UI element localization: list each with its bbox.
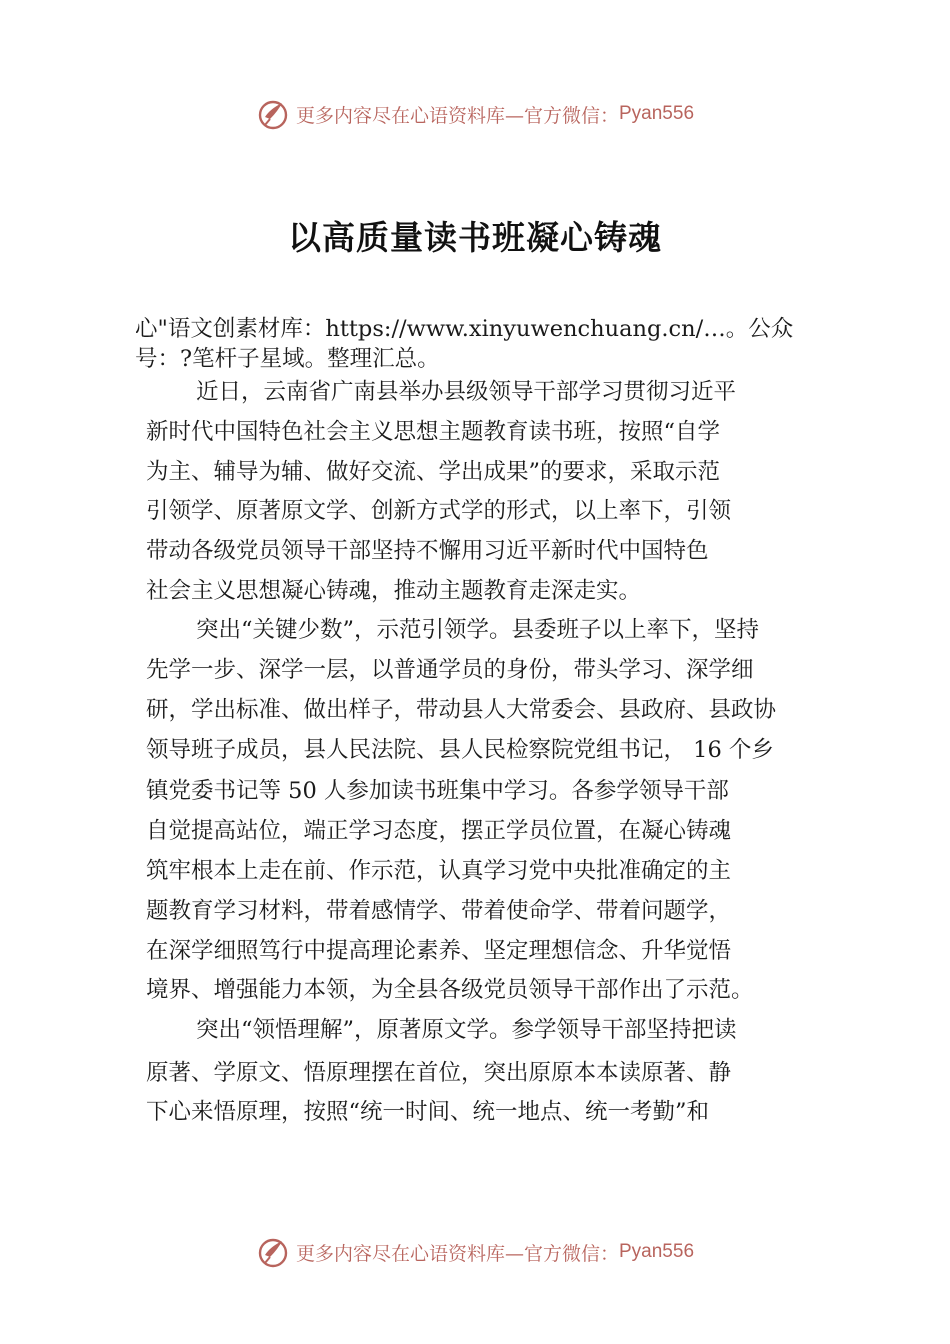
paragraph-line: 引领学、原著原文学、创新方式学的形式，以上率下，引领 xyxy=(146,498,732,524)
paragraph-line: 新时代中国特色社会主义思想主题教育读书班，按照“自学 xyxy=(146,419,721,445)
paragraph-line: 近日，云南省广南县举办县级领导干部学习贯彻习近平 xyxy=(196,379,737,405)
paragraph-line: 题教育学习材料，带着感情学、带着使命学、带着问题学， xyxy=(146,898,732,924)
banner-wechat-id: Pyan556 xyxy=(619,103,695,124)
paragraph-line: 自觉提高站位，端正学习态度，摆正学员位置，在凝心铸魂 xyxy=(146,818,732,844)
paragraph-line: 研，学出标准、做出样子，带动县人大常委会、县政府、县政协 xyxy=(146,697,777,723)
banner-wechat-id: Pyan556 xyxy=(619,1241,695,1262)
paragraph-line: 为主、辅导为辅、做好交流、学出成果”的要求，采取示范 xyxy=(146,459,721,485)
paragraph-line: 领导班子成员，县人民法院、县人民检察院党组书记， 16 个乡 xyxy=(146,737,774,763)
footer-watermark-banner xyxy=(0,1232,950,1272)
quill-logo-icon xyxy=(256,97,290,131)
paragraph-line: 镇党委书记等 50 人参加读书班集中学习。各参学领导干部 xyxy=(146,778,729,804)
paragraph-line: 境界、增强能力本领，为全县各级党员领导干部作出了示范。 xyxy=(146,977,754,1003)
paragraph-line: 先学一步、深学一层，以普通学员的身份，带头学习、深学细 xyxy=(146,657,754,683)
paragraph-line: 突出“关键少数”，示范引领学。县委班子以上率下，坚持 xyxy=(196,617,760,643)
paragraph-line: 原著、学原文、悟原理摆在首位，突出原原本本读原著、静 xyxy=(146,1060,732,1086)
quill-logo-icon xyxy=(256,1235,290,1269)
source-line: 心"语文创素材库：https://www.xinyuwenchuang.cn/…。公众 xyxy=(135,316,794,342)
paragraph-line: 在深学细照笃行中提高理论素养、坚定理想信念、升华觉悟 xyxy=(146,938,732,964)
banner-text: 更多内容尽在心语资料库—官方微信： xyxy=(295,104,619,127)
paragraph-line: 筑牢根本上走在前、作示范，认真学习党中央批准确定的主 xyxy=(146,858,732,884)
banner-text: 更多内容尽在心语资料库—官方微信： xyxy=(295,1242,619,1265)
header-watermark-banner xyxy=(0,94,950,134)
paragraph-line: 下心来悟原理，按照“统一时间、统一地点、统一考勤”和 xyxy=(146,1099,710,1125)
source-line: 号：?笔杆子星域。整理汇总。 xyxy=(135,346,440,372)
paragraph-line: 社会主义思想凝心铸魂，推动主题教育走深走实。 xyxy=(146,578,642,604)
paragraph-line: 带动各级党员领导干部坚持不懈用习近平新时代中国特色 xyxy=(146,538,709,564)
document-title: 以高质量读书班凝心铸魂 xyxy=(288,218,662,257)
paragraph-line: 突出“领悟理解”，原著原文学。参学领导干部坚持把读 xyxy=(196,1017,737,1043)
